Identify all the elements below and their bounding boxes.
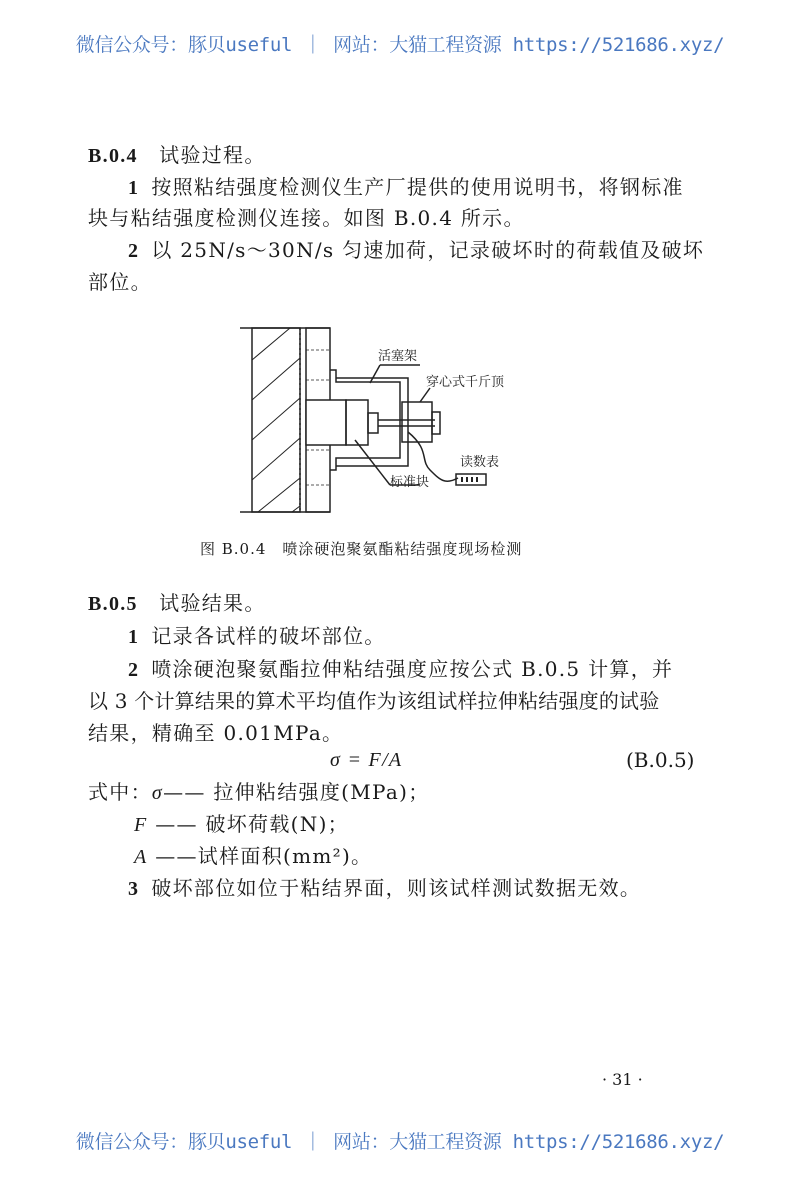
item-number: 3	[128, 878, 140, 900]
standard-block	[346, 400, 368, 445]
where-line	[134, 812, 349, 837]
jack	[402, 402, 432, 442]
page-number: · 31 ·	[602, 1070, 643, 1089]
paragraph-cont: 结果，精确至 0.01MPa。	[88, 721, 344, 745]
where-line	[88, 780, 430, 805]
where-label: 式中：	[88, 780, 152, 804]
formula: σ = F/A	[330, 749, 403, 771]
symbol: A	[134, 846, 148, 868]
definition: —— 拉伸粘结强度(MPa)；	[163, 780, 430, 804]
item-number: 2	[128, 240, 140, 262]
section-b05-heading	[88, 591, 266, 616]
figure-caption: 图 B.0.4 喷涂硬泡聚氨酯粘结强度现场检测	[200, 540, 523, 558]
item-number: 1	[128, 626, 140, 648]
section-id: B.0.4	[88, 145, 138, 167]
section-title: 试验过程。	[159, 143, 266, 167]
watermark-header: 微信公众号：豚贝useful ｜ 网站：大猫工程资源 https://521686.xyz/	[75, 34, 725, 56]
section-id: B.0.5	[88, 593, 138, 615]
text: 记录各试样的破坏部位。	[151, 624, 386, 648]
label-jack: 穿心式千斤顶	[426, 375, 505, 390]
section-title: 试验结果。	[159, 591, 266, 615]
section-b04-heading	[88, 143, 266, 168]
definition: ——试样面积(mm²)。	[155, 844, 373, 868]
text: 破坏部位如位于粘结界面，则该试样测试数据无效。	[151, 876, 642, 900]
symbol: F	[134, 814, 148, 836]
paragraph	[128, 624, 386, 649]
paragraph-cont: 以 3 个计算结果的算术平均值作为该组试样拉伸粘结强度的试验	[88, 689, 660, 713]
formula-number: (B.0.5)	[626, 748, 695, 772]
paragraph-cont: 部位。	[88, 270, 152, 294]
watermark-footer: 微信公众号：豚贝useful ｜ 网站：大猫工程资源 https://521686.xyz/	[75, 1131, 725, 1153]
definition: —— 破坏荷载(N)；	[155, 812, 349, 836]
where-line	[134, 844, 372, 869]
paragraph-cont: 块与粘结强度检测仪连接。如图 B.0.4 所示。	[88, 206, 525, 230]
test-apparatus-diagram	[230, 320, 530, 530]
paragraph	[128, 238, 704, 263]
symbol: σ	[151, 782, 164, 804]
label-piston-frame: 活塞架	[378, 349, 418, 364]
paragraph	[128, 657, 673, 682]
text: 以 25N/s～30N/s 匀速加荷，记录破坏时的荷载值及破坏	[151, 238, 705, 262]
paragraph	[128, 876, 641, 901]
paragraph	[128, 175, 684, 200]
label-block: 标准块	[390, 475, 430, 490]
text: 喷涂硬泡聚氨酯拉伸粘结强度应按公式 B.0.5 计算，并	[151, 657, 674, 681]
text: 按照粘结强度检测仪生产厂提供的使用说明书，将钢标准	[151, 175, 684, 199]
item-number: 2	[128, 659, 140, 681]
label-gauge: 读数表	[460, 455, 500, 470]
item-number: 1	[128, 177, 140, 199]
